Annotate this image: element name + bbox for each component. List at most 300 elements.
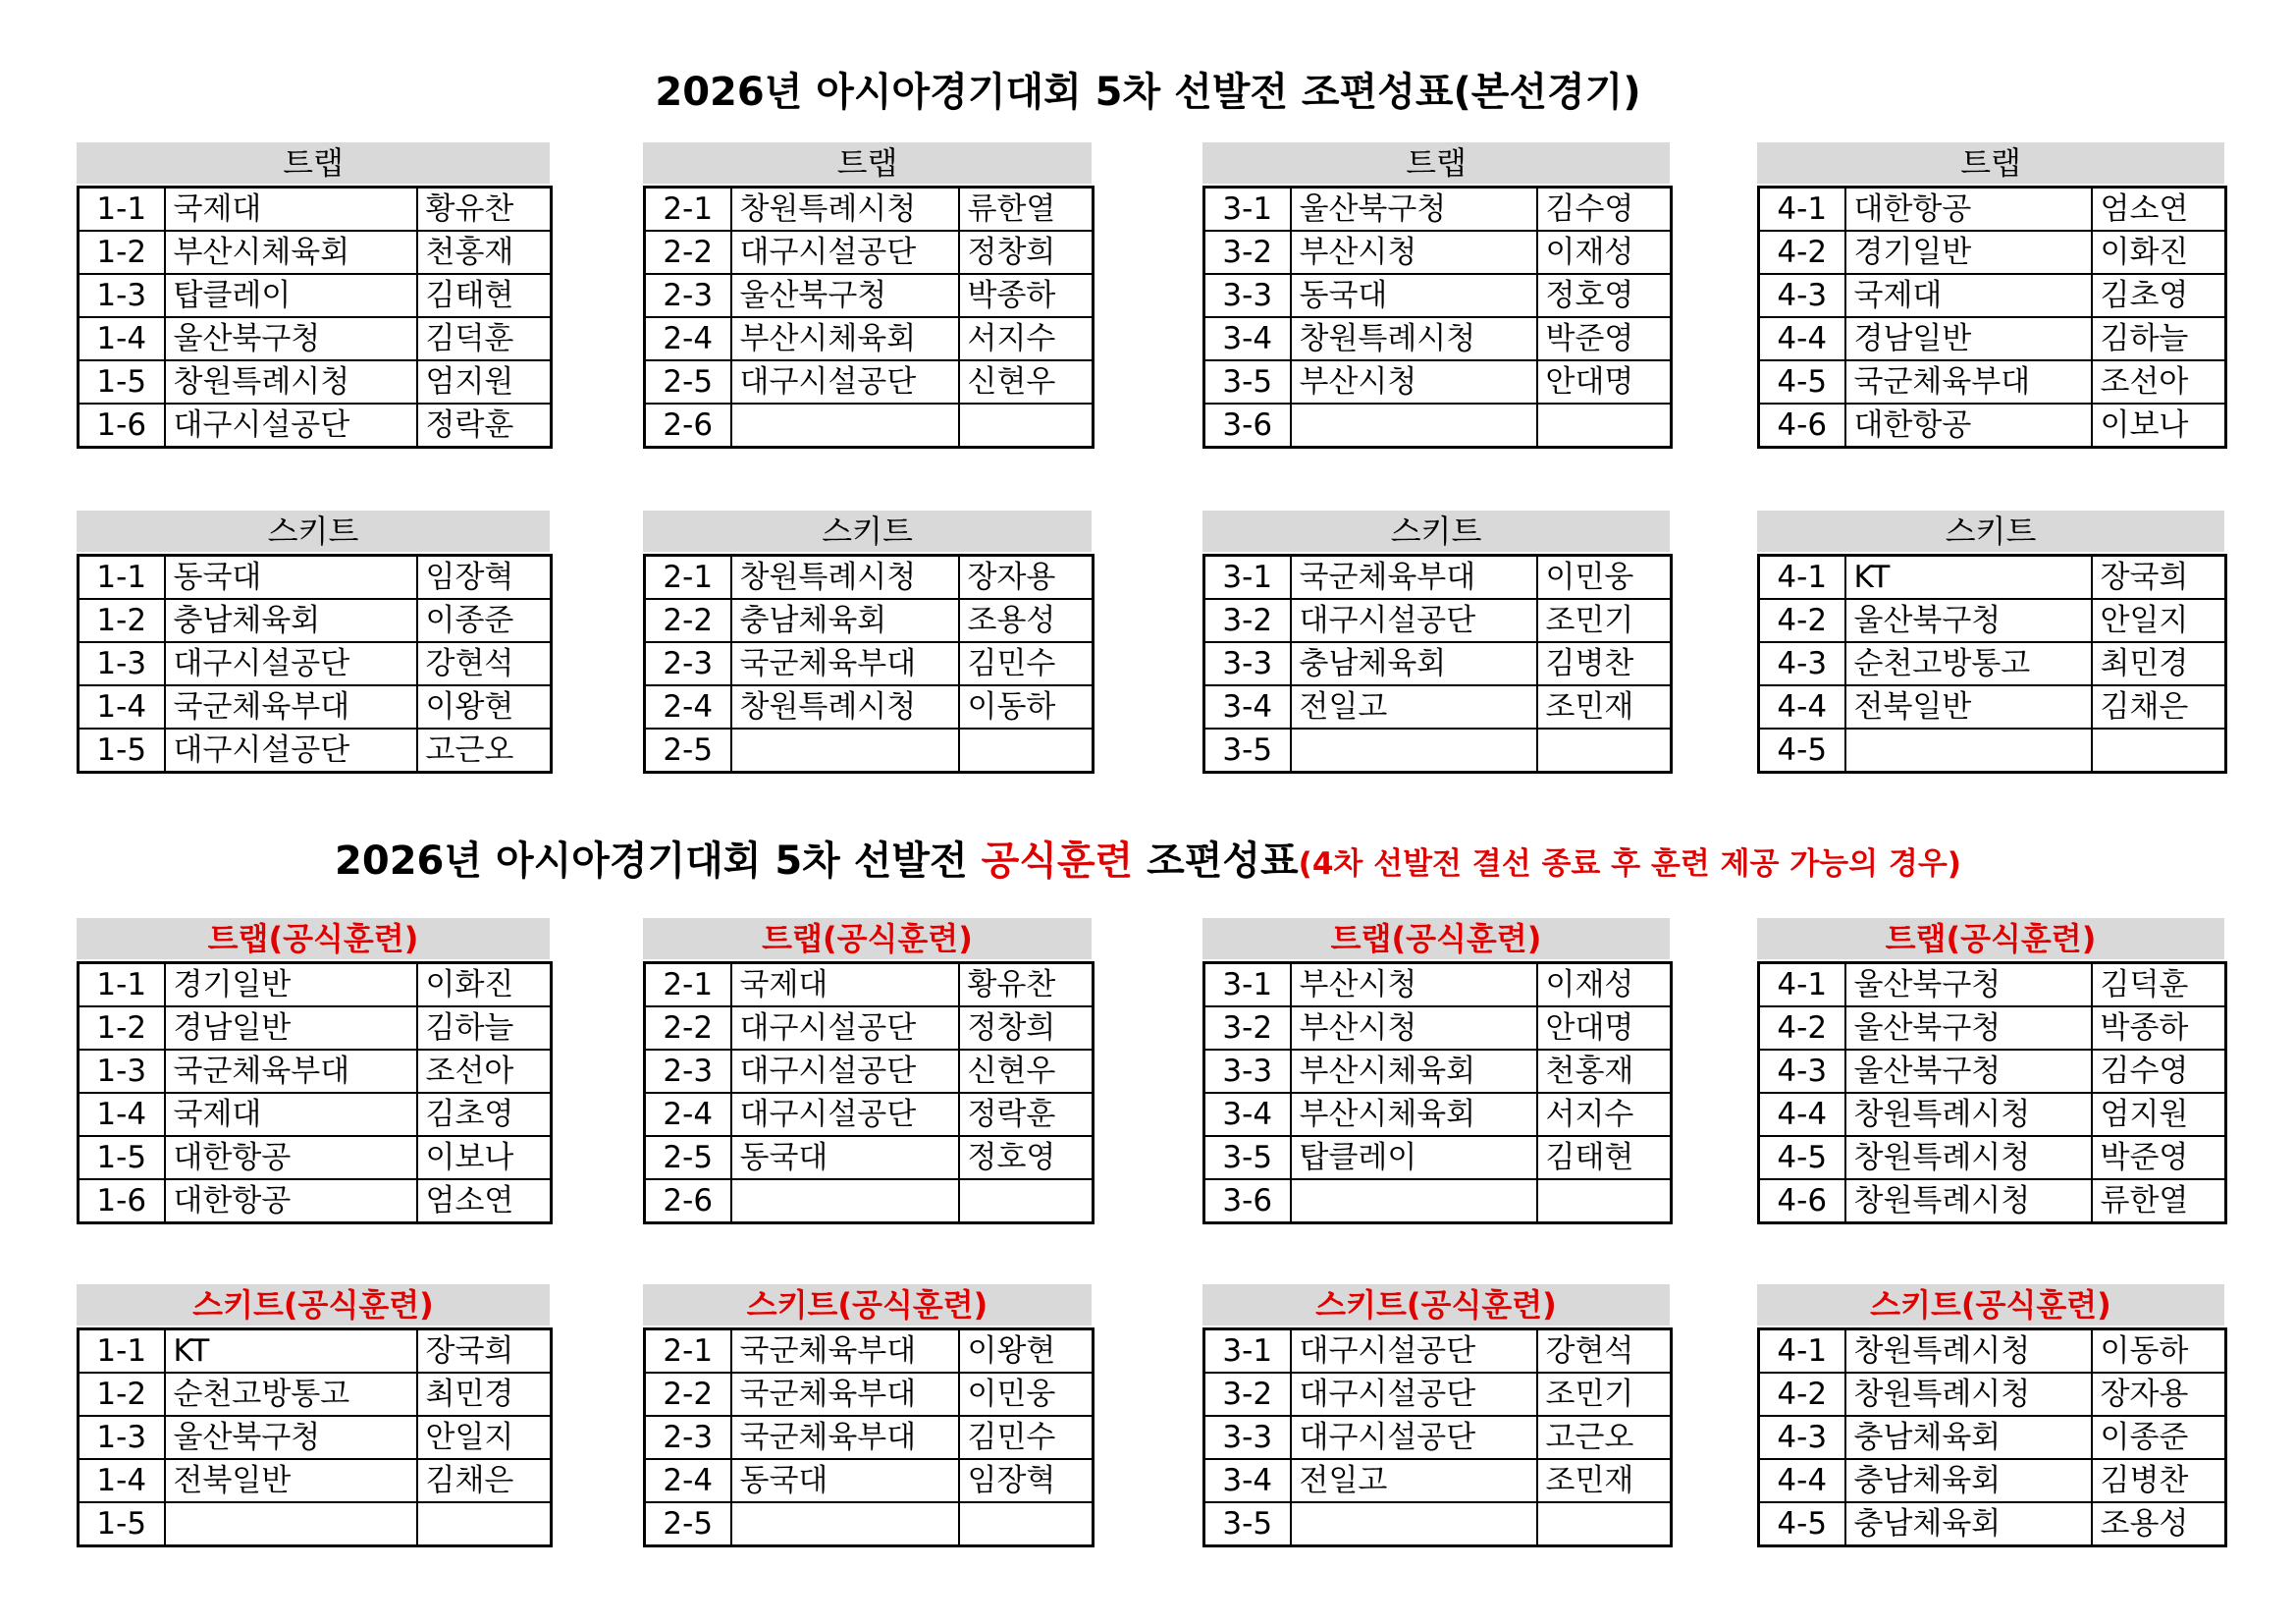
athlete-name: 이재성 xyxy=(1537,231,1672,274)
slot-number: 4-3 xyxy=(1759,1416,1845,1459)
slot-number: 2-1 xyxy=(645,1329,731,1374)
group-table xyxy=(1202,554,1673,774)
athlete-name: 김채은 xyxy=(2092,685,2226,729)
group-table xyxy=(1202,186,1673,449)
team-name: 충남체육회 xyxy=(1845,1416,2092,1459)
group-header: 스키트(공식훈련) xyxy=(1757,1284,2224,1326)
slot-number: 4-4 xyxy=(1759,685,1845,729)
slot-number: 1-1 xyxy=(79,188,165,232)
table-row xyxy=(79,1459,552,1502)
athlete-name: 황유찬 xyxy=(417,188,552,232)
team-name: 전일고 xyxy=(1291,685,1537,729)
slot-number: 1-5 xyxy=(79,1502,165,1546)
athlete-name: 서지수 xyxy=(1537,1093,1672,1136)
slot-number: 3-5 xyxy=(1204,1136,1291,1179)
table-row xyxy=(645,1329,1094,1374)
slot-number: 2-3 xyxy=(645,1050,731,1093)
athlete-name: 엄소연 xyxy=(2092,188,2226,232)
team-name: 대구시설공단 xyxy=(731,1050,959,1093)
table-row xyxy=(1204,685,1672,729)
slot-number: 4-3 xyxy=(1759,642,1845,685)
group-header: 트랩(공식훈련) xyxy=(643,918,1092,959)
training-title-note: (4차 선발전 결선 종료 후 훈련 제공 가능의 경우) xyxy=(1298,846,1961,882)
athlete-name xyxy=(417,1502,552,1546)
team-name: 충남체육회 xyxy=(731,599,959,642)
team-name: 충남체육회 xyxy=(1845,1459,2092,1502)
athlete-name: 이민웅 xyxy=(1537,556,1672,600)
athlete-name: 엄지원 xyxy=(2092,1093,2226,1136)
athlete-name: 이종준 xyxy=(2092,1416,2226,1459)
table-row xyxy=(645,360,1094,404)
slot-number: 1-2 xyxy=(79,1373,165,1416)
table-row xyxy=(1759,1179,2226,1223)
team-name: 경기일반 xyxy=(1845,231,2092,274)
team-name xyxy=(731,1502,959,1546)
team-name: 대구시설공단 xyxy=(731,231,959,274)
slot-number: 3-3 xyxy=(1204,1050,1291,1093)
team-name: 대구시설공단 xyxy=(1291,599,1537,642)
group-table xyxy=(77,961,553,1224)
athlete-name xyxy=(959,1502,1094,1546)
slot-number: 4-4 xyxy=(1759,1459,1845,1502)
table-row xyxy=(645,1459,1094,1502)
slot-number: 2-2 xyxy=(645,1006,731,1050)
athlete-name: 박준영 xyxy=(2092,1136,2226,1179)
group-header: 스키트 xyxy=(643,511,1092,552)
group-header: 스키트 xyxy=(1202,511,1670,552)
slot-number: 4-5 xyxy=(1759,729,1845,773)
table-row xyxy=(645,556,1094,600)
slot-number: 2-1 xyxy=(645,963,731,1007)
athlete-name: 서지수 xyxy=(959,317,1094,360)
trap-training-group-4 xyxy=(1757,918,2224,1224)
slot-number: 1-1 xyxy=(79,1329,165,1374)
slot-number: 3-6 xyxy=(1204,404,1291,448)
athlete-name: 강현석 xyxy=(1537,1329,1672,1374)
table-row xyxy=(79,317,552,360)
table-row xyxy=(1204,1179,1672,1223)
athlete-name: 김민수 xyxy=(959,1416,1094,1459)
athlete-name: 장자용 xyxy=(2092,1373,2226,1416)
slot-number: 1-6 xyxy=(79,404,165,448)
athlete-name: 김수영 xyxy=(1537,188,1672,232)
group-table xyxy=(1202,1327,1673,1547)
athlete-name: 김덕훈 xyxy=(417,317,552,360)
group-header: 트랩 xyxy=(643,142,1092,184)
athlete-name: 정락훈 xyxy=(417,404,552,448)
table-row xyxy=(1759,556,2226,600)
table-row xyxy=(1759,231,2226,274)
table-row xyxy=(79,1050,552,1093)
slot-number: 3-5 xyxy=(1204,729,1291,773)
team-name: 창원특례시청 xyxy=(1291,317,1537,360)
slot-number: 1-3 xyxy=(79,642,165,685)
slot-number: 1-4 xyxy=(79,685,165,729)
slot-number: 2-4 xyxy=(645,685,731,729)
team-name: 탑클레이 xyxy=(1291,1136,1537,1179)
slot-number: 1-3 xyxy=(79,1416,165,1459)
team-name: 순천고방통고 xyxy=(1845,642,2092,685)
slot-number: 3-6 xyxy=(1204,1179,1291,1223)
table-row xyxy=(1204,1006,1672,1050)
team-name: 부산시청 xyxy=(1291,963,1537,1007)
training-title-suffix: 조편성표 xyxy=(1133,839,1299,884)
team-name: 전북일반 xyxy=(165,1459,417,1502)
training-title-highlight: 공식훈련 xyxy=(981,839,1134,884)
table-row xyxy=(79,1416,552,1459)
team-name: 국군체육부대 xyxy=(165,1050,417,1093)
athlete-name: 정창희 xyxy=(959,1006,1094,1050)
team-name: 국군체육부대 xyxy=(1845,360,2092,404)
training-title-prefix: 2026년 아시아경기대회 5차 선발전 xyxy=(335,839,982,884)
table-row xyxy=(79,1093,552,1136)
athlete-name: 김수영 xyxy=(2092,1050,2226,1093)
slot-number: 2-5 xyxy=(645,729,731,773)
slot-number: 3-2 xyxy=(1204,1373,1291,1416)
athlete-name: 안일지 xyxy=(417,1416,552,1459)
team-name: 울산북구청 xyxy=(1291,188,1537,232)
slot-number: 2-1 xyxy=(645,556,731,600)
athlete-name: 신현우 xyxy=(959,1050,1094,1093)
table-row xyxy=(79,685,552,729)
skeet-training-group-2 xyxy=(643,1284,1092,1547)
table-row xyxy=(1204,729,1672,773)
athlete-name: 고근오 xyxy=(1537,1416,1672,1459)
athlete-name: 장국희 xyxy=(417,1329,552,1374)
athlete-name: 김초영 xyxy=(2092,274,2226,317)
table-row xyxy=(1759,188,2226,232)
team-name: 울산북구청 xyxy=(165,1416,417,1459)
athlete-name: 김병찬 xyxy=(1537,642,1672,685)
athlete-name xyxy=(959,404,1094,448)
group-table xyxy=(77,186,553,449)
table-row xyxy=(1204,642,1672,685)
table-row xyxy=(1759,1093,2226,1136)
team-name: 국제대 xyxy=(165,188,417,232)
athlete-name xyxy=(959,729,1094,773)
trap-training-group-3 xyxy=(1202,918,1670,1224)
team-name: 국제대 xyxy=(731,963,959,1007)
trap-group-2 xyxy=(643,142,1092,449)
athlete-name xyxy=(959,1179,1094,1223)
athlete-name xyxy=(1537,729,1672,773)
table-row xyxy=(645,729,1094,773)
team-name: 대구시설공단 xyxy=(731,360,959,404)
group-header: 스키트(공식훈련) xyxy=(77,1284,550,1326)
skeet-group-3 xyxy=(1202,511,1670,774)
team-name xyxy=(731,1179,959,1223)
slot-number: 1-2 xyxy=(79,231,165,274)
trap-training-group-1 xyxy=(77,918,550,1224)
group-header: 트랩(공식훈련) xyxy=(1202,918,1670,959)
team-name xyxy=(1291,729,1537,773)
table-row xyxy=(645,188,1094,232)
slot-number: 4-6 xyxy=(1759,1179,1845,1223)
team-name: 울산북구청 xyxy=(1845,599,2092,642)
athlete-name: 김태현 xyxy=(417,274,552,317)
team-name: 대한항공 xyxy=(165,1179,417,1223)
slot-number: 1-1 xyxy=(79,556,165,600)
team-name: 창원특례시청 xyxy=(1845,1329,2092,1374)
slot-number: 2-3 xyxy=(645,274,731,317)
athlete-name: 조민재 xyxy=(1537,685,1672,729)
slot-number: 2-4 xyxy=(645,317,731,360)
table-row xyxy=(79,1179,552,1223)
skeet-training-group-3 xyxy=(1202,1284,1670,1547)
table-row xyxy=(1204,1050,1672,1093)
athlete-name xyxy=(2092,729,2226,773)
team-name: 국군체육부대 xyxy=(731,1329,959,1374)
table-row xyxy=(645,404,1094,448)
slot-number: 2-2 xyxy=(645,599,731,642)
athlete-name: 천홍재 xyxy=(1537,1050,1672,1093)
table-row xyxy=(645,274,1094,317)
table-row xyxy=(1204,1136,1672,1179)
trap-group-3 xyxy=(1202,142,1670,449)
athlete-name: 신현우 xyxy=(959,360,1094,404)
table-row xyxy=(1759,1136,2226,1179)
athlete-name: 김덕훈 xyxy=(2092,963,2226,1007)
team-name: 국군체육부대 xyxy=(731,1416,959,1459)
slot-number: 2-3 xyxy=(645,1416,731,1459)
table-row xyxy=(1759,1373,2226,1416)
team-name: 국제대 xyxy=(1845,274,2092,317)
table-row xyxy=(1204,231,1672,274)
slot-number: 4-2 xyxy=(1759,1373,1845,1416)
slot-number: 4-2 xyxy=(1759,231,1845,274)
slot-number: 4-6 xyxy=(1759,404,1845,448)
slot-number: 4-4 xyxy=(1759,317,1845,360)
team-name: 동국대 xyxy=(165,556,417,600)
team-name: 대한항공 xyxy=(165,1136,417,1179)
team-name: 경남일반 xyxy=(165,1006,417,1050)
slot-number: 1-6 xyxy=(79,1179,165,1223)
slot-number: 2-5 xyxy=(645,360,731,404)
table-row xyxy=(79,1373,552,1416)
table-row xyxy=(645,1373,1094,1416)
athlete-name: 황유찬 xyxy=(959,963,1094,1007)
training-title xyxy=(0,830,2296,886)
main-title: 2026년 아시아경기대회 5차 선발전 조편성표(본선경기) xyxy=(655,70,1641,115)
team-name: 부산시체육회 xyxy=(165,231,417,274)
team-name: 순천고방통고 xyxy=(165,1373,417,1416)
team-name: 동국대 xyxy=(731,1459,959,1502)
team-name: 울산북구청 xyxy=(165,317,417,360)
slot-number: 4-5 xyxy=(1759,1136,1845,1179)
athlete-name: 류한열 xyxy=(959,188,1094,232)
table-row xyxy=(79,404,552,448)
athlete-name: 박종하 xyxy=(2092,1006,2226,1050)
team-name: 부산시청 xyxy=(1291,360,1537,404)
table-row xyxy=(645,1006,1094,1050)
team-name: 대한항공 xyxy=(1845,188,2092,232)
team-name: 경기일반 xyxy=(165,963,417,1007)
table-row xyxy=(1204,1459,1672,1502)
athlete-name: 박종하 xyxy=(959,274,1094,317)
athlete-name: 이민웅 xyxy=(959,1373,1094,1416)
table-row xyxy=(1759,1050,2226,1093)
team-name xyxy=(1291,1502,1537,1546)
team-name xyxy=(1291,404,1537,448)
slot-number: 3-3 xyxy=(1204,642,1291,685)
team-name: 충남체육회 xyxy=(165,599,417,642)
table-row xyxy=(645,685,1094,729)
slot-number: 4-5 xyxy=(1759,1502,1845,1546)
team-name: 울산북구청 xyxy=(1845,963,2092,1007)
team-name: 부산시체육회 xyxy=(731,317,959,360)
slot-number: 3-4 xyxy=(1204,685,1291,729)
skeet-group-1 xyxy=(77,511,550,774)
group-table xyxy=(1757,554,2227,774)
table-row xyxy=(1204,1373,1672,1416)
team-name: KT xyxy=(1845,556,2092,600)
table-row xyxy=(1204,404,1672,448)
athlete-name: 정호영 xyxy=(959,1136,1094,1179)
table-row xyxy=(645,317,1094,360)
table-row xyxy=(645,642,1094,685)
athlete-name: 김태현 xyxy=(1537,1136,1672,1179)
slot-number: 4-3 xyxy=(1759,274,1845,317)
team-name: 대구시설공단 xyxy=(1291,1416,1537,1459)
table-row xyxy=(79,231,552,274)
athlete-name: 이재성 xyxy=(1537,963,1672,1007)
table-row xyxy=(1204,317,1672,360)
athlete-name: 이화진 xyxy=(2092,231,2226,274)
athlete-name: 정락훈 xyxy=(959,1093,1094,1136)
table-row xyxy=(1759,729,2226,773)
group-header: 트랩(공식훈련) xyxy=(1757,918,2224,959)
table-row xyxy=(1204,1093,1672,1136)
slot-number: 3-5 xyxy=(1204,1502,1291,1546)
athlete-name: 최민경 xyxy=(417,1373,552,1416)
slot-number: 2-6 xyxy=(645,1179,731,1223)
athlete-name: 이동하 xyxy=(959,685,1094,729)
slot-number: 4-4 xyxy=(1759,1093,1845,1136)
slot-number: 1-3 xyxy=(79,274,165,317)
slot-number: 3-2 xyxy=(1204,1006,1291,1050)
athlete-name: 천홍재 xyxy=(417,231,552,274)
athlete-name: 강현석 xyxy=(417,642,552,685)
table-row xyxy=(79,188,552,232)
table-row xyxy=(79,1329,552,1374)
table-row xyxy=(1204,360,1672,404)
team-name: 국제대 xyxy=(165,1093,417,1136)
athlete-name: 엄소연 xyxy=(417,1179,552,1223)
team-name xyxy=(731,404,959,448)
slot-number: 3-3 xyxy=(1204,274,1291,317)
slot-number: 1-5 xyxy=(79,1136,165,1179)
table-row xyxy=(79,360,552,404)
group-table xyxy=(1757,186,2227,449)
slot-number: 3-4 xyxy=(1204,317,1291,360)
athlete-name: 김하늘 xyxy=(417,1006,552,1050)
trap-training-group-2 xyxy=(643,918,1092,1224)
group-table xyxy=(1202,961,1673,1224)
table-row xyxy=(1759,642,2226,685)
team-name: 창원특례시청 xyxy=(1845,1179,2092,1223)
group-header: 트랩 xyxy=(77,142,550,184)
team-name xyxy=(1291,1179,1537,1223)
athlete-name: 최민경 xyxy=(2092,642,2226,685)
table-row xyxy=(1759,1006,2226,1050)
athlete-name: 조용성 xyxy=(2092,1502,2226,1546)
team-name xyxy=(165,1502,417,1546)
table-row xyxy=(1204,188,1672,232)
athlete-name: 김하늘 xyxy=(2092,317,2226,360)
team-name: 국군체육부대 xyxy=(1291,556,1537,600)
slot-number: 3-1 xyxy=(1204,1329,1291,1374)
group-table xyxy=(1757,1327,2227,1547)
team-name: 창원특례시청 xyxy=(731,685,959,729)
athlete-name: 안대명 xyxy=(1537,360,1672,404)
athlete-name: 조민기 xyxy=(1537,1373,1672,1416)
group-header: 스키트 xyxy=(77,511,550,552)
slot-number: 3-1 xyxy=(1204,556,1291,600)
athlete-name: 이왕현 xyxy=(417,685,552,729)
slot-number: 4-1 xyxy=(1759,188,1845,232)
slot-number: 4-2 xyxy=(1759,1006,1845,1050)
group-table xyxy=(643,961,1095,1224)
team-name: 대구시설공단 xyxy=(731,1006,959,1050)
athlete-name: 엄지원 xyxy=(417,360,552,404)
team-name: 대구시설공단 xyxy=(165,729,417,773)
slot-number: 4-1 xyxy=(1759,556,1845,600)
slot-number: 1-3 xyxy=(79,1050,165,1093)
table-row xyxy=(1204,963,1672,1007)
athlete-name: 안일지 xyxy=(2092,599,2226,642)
slot-number: 3-2 xyxy=(1204,231,1291,274)
table-row xyxy=(645,1416,1094,1459)
table-row xyxy=(79,642,552,685)
table-row xyxy=(79,556,552,600)
slot-number: 1-2 xyxy=(79,599,165,642)
table-row xyxy=(645,1050,1094,1093)
team-name xyxy=(731,729,959,773)
slot-number: 3-5 xyxy=(1204,360,1291,404)
group-table xyxy=(1757,961,2227,1224)
team-name: 울산북구청 xyxy=(731,274,959,317)
team-name: 창원특례시청 xyxy=(1845,1093,2092,1136)
skeet-training-group-1 xyxy=(77,1284,550,1547)
athlete-name: 정호영 xyxy=(1537,274,1672,317)
athlete-name: 김초영 xyxy=(417,1093,552,1136)
table-row xyxy=(645,963,1094,1007)
table-row xyxy=(1759,404,2226,448)
slot-number: 4-1 xyxy=(1759,1329,1845,1374)
table-row xyxy=(79,1136,552,1179)
athlete-name: 장자용 xyxy=(959,556,1094,600)
table-row xyxy=(79,599,552,642)
table-row xyxy=(645,1179,1094,1223)
team-name: 울산북구청 xyxy=(1845,1050,2092,1093)
group-header: 트랩(공식훈련) xyxy=(77,918,550,959)
team-name: 대구시설공단 xyxy=(731,1093,959,1136)
slot-number: 1-5 xyxy=(79,729,165,773)
team-name: 대구시설공단 xyxy=(1291,1329,1537,1374)
table-row xyxy=(1204,1329,1672,1374)
slot-number: 1-1 xyxy=(79,963,165,1007)
table-row xyxy=(1759,274,2226,317)
athlete-name: 정창희 xyxy=(959,231,1094,274)
slot-number: 3-1 xyxy=(1204,963,1291,1007)
slot-number: 1-5 xyxy=(79,360,165,404)
team-name: 창원특례시청 xyxy=(731,188,959,232)
team-name: 국군체육부대 xyxy=(165,685,417,729)
slot-number: 3-4 xyxy=(1204,1093,1291,1136)
slot-number: 2-4 xyxy=(645,1459,731,1502)
table-row xyxy=(79,1502,552,1546)
athlete-name: 안대명 xyxy=(1537,1006,1672,1050)
